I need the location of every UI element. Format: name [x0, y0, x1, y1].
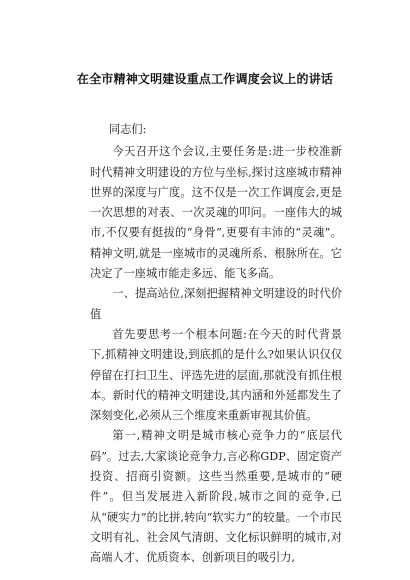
- salutation: 同志们:: [109, 123, 147, 136]
- paragraph-first-point: 第一,精神文明是城市核心竞争力的“底层代码”。过去,大家谈论竞争力,言必称GDP、固定资产投资、招商引资额。这些当然重要,是城市的“硬件”。但当发展进入新阶段,城市之间的竞争,已从“硬实力”的比拼,转向“软实力”的较量。一个市民文明有礼、社会风气清朗、文化标识鲜明的城市,对高端人才、优质资本、创新项目的吸引力,: [90, 429, 342, 565]
- document-body: [90, 120, 342, 569]
- paragraph-opening: 今天召开这个会议,主要任务是:进一步校准新时代精神文明建设的方位与坐标,探讨这座城市精神世界的深度与广度。这不仅是一次工作调度会,更是一次思想的对表、一次灵魂的叩问。一座伟大的城市,不仅要有挺拔的“身骨”,更要有丰沛的“灵魂”。精神文明,就是一座城市的灵魂所系、根脉所在。它决定了一座城市能走多远、能飞多高。: [90, 145, 342, 281]
- section-heading-1: 一、提高站位,深刻把握精神文明建设的时代价值: [90, 287, 342, 321]
- document-title: 在全市精神文明建设重点工作调度会议上的讲话: [76, 72, 334, 86]
- paragraph-question: 首先要思考一个根本问题:在今天的时代背景下,抓精神文明建设,到底抓的是什么?如果认识仅仅停留在打扫卫生、评选先进的层面,那就没有抓住根本。新时代的精神文明建设,其内涵和外延都发生了深刻变化,必须从三个维度来重新审视其价值。: [90, 327, 342, 423]
